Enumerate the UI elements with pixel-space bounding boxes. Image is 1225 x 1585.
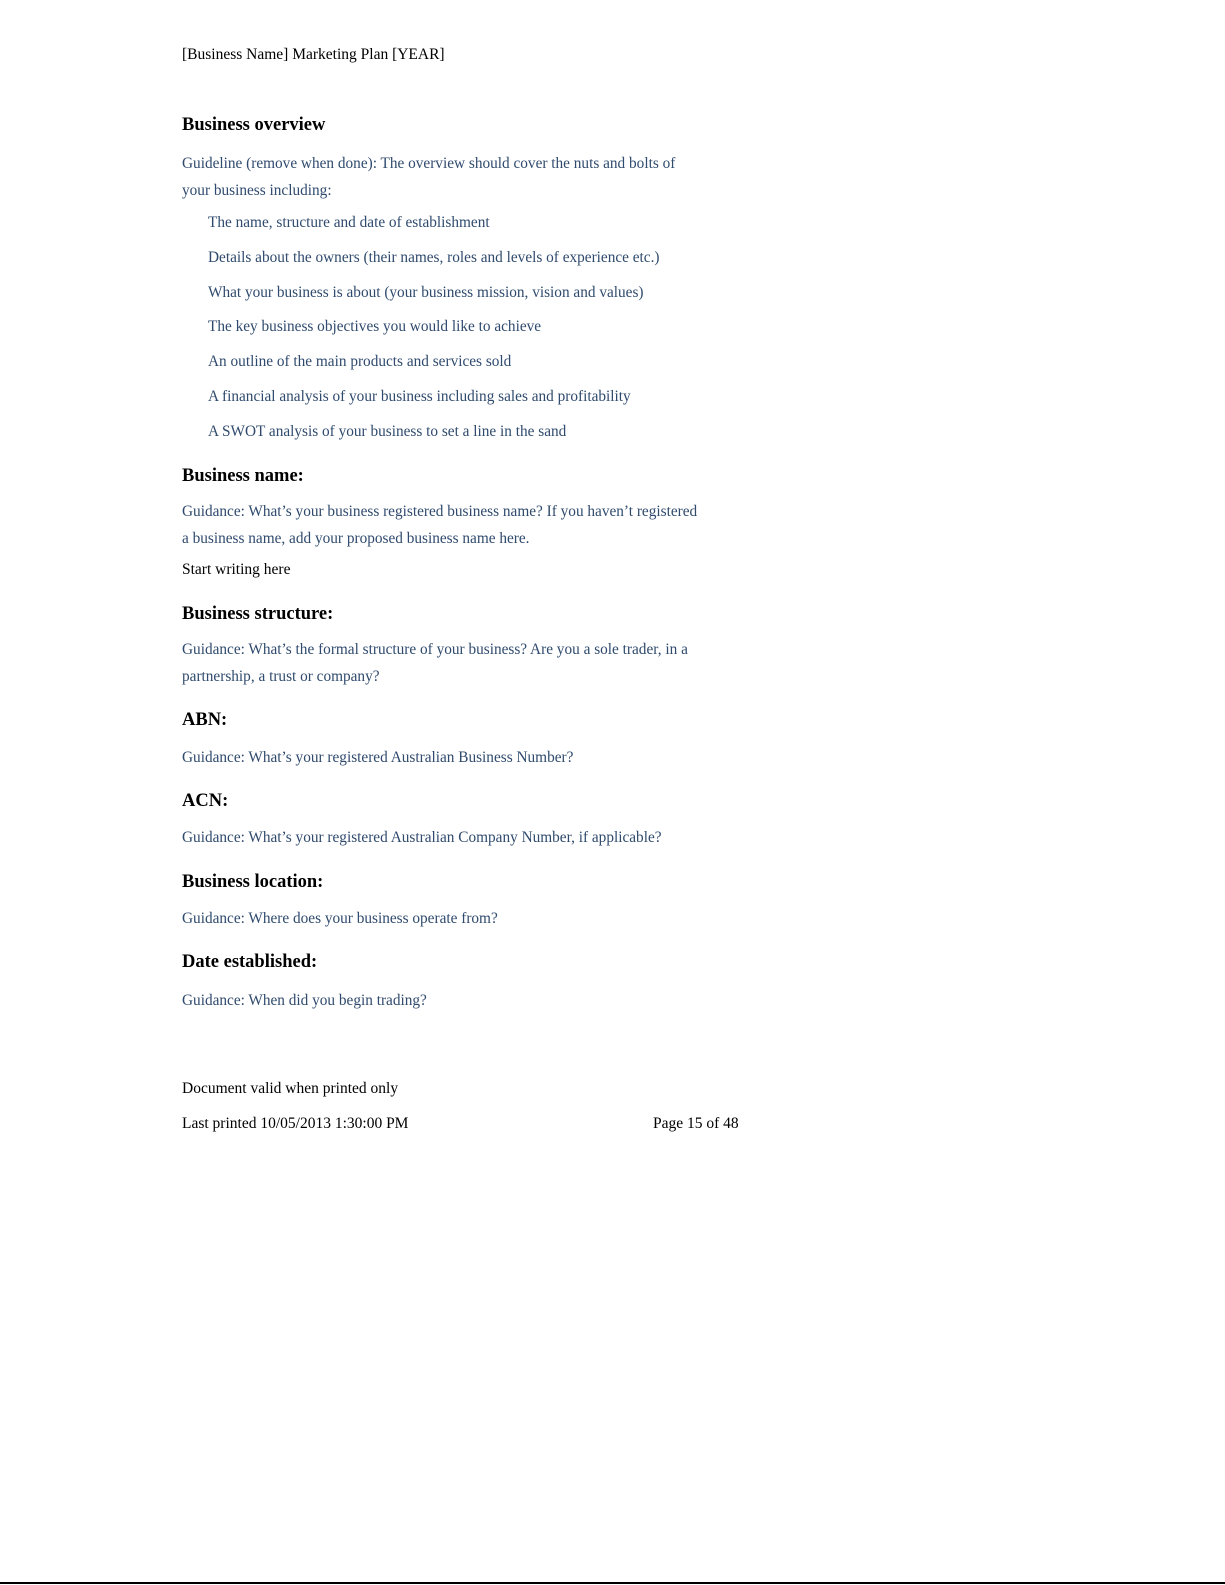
section-heading: Business location: (182, 872, 324, 892)
page-header: [Business Name] Marketing Plan [YEAR] (182, 46, 445, 63)
page-bottom-divider (0, 1582, 1225, 1584)
guidance-text: Guidance: What’s your business registered business name? If you haven’t registered a business name, add your proposed business name here. (182, 503, 698, 547)
list-item: Details about the owners (their names, roles and levels of experience etc.) (208, 249, 660, 266)
section-abn (182, 707, 742, 771)
section-heading: Business structure: (182, 604, 334, 624)
list-item: A SWOT analysis of your business to set a line in the sand (208, 423, 567, 440)
page-content (182, 112, 742, 1014)
guideline-text: Guideline (remove when done): The overview should cover the nuts and bolts of your business including: (182, 155, 676, 199)
guidance-text: Guidance: What’s the formal structure of your business? Are you a sole trader, in a partnership, a trust or company? (182, 641, 688, 685)
footer-page-number: Page 15 of 48 (653, 1115, 739, 1132)
list-item: The key business objectives you would like to achieve (208, 318, 542, 335)
guidance-text: Guidance: Where does your business operate from? (182, 910, 498, 927)
overview-bullet-list (182, 213, 742, 442)
section-business-location (182, 869, 742, 932)
section-acn (182, 788, 742, 851)
start-writing-placeholder[interactable]: Start writing here (182, 561, 291, 578)
footer-last-printed: Last printed 10/05/2013 1:30:00 PM (182, 1115, 409, 1132)
section-heading: ACN: (182, 791, 229, 811)
list-item: What your business is about (your business mission, vision and values) (208, 284, 644, 301)
section-business-name (182, 463, 742, 580)
list-item: An outline of the main products and services sold (208, 353, 512, 370)
section-heading: Business overview (182, 115, 326, 135)
section-business-structure (182, 601, 742, 690)
list-item: The name, structure and date of establishment (208, 214, 490, 231)
section-business-overview (182, 112, 742, 442)
section-heading: Date established: (182, 952, 318, 972)
guidance-text: Guidance: What’s your registered Australian Business Number? (182, 749, 574, 766)
section-heading: ABN: (182, 710, 228, 730)
section-date-established (182, 949, 742, 1014)
list-item: A financial analysis of your business including sales and profitability (208, 388, 631, 405)
guidance-text: Guidance: When did you begin trading? (182, 992, 427, 1009)
footer-validity-note: Document valid when printed only (182, 1080, 399, 1097)
guidance-text: Guidance: What’s your registered Australian Company Number, if applicable? (182, 829, 662, 846)
section-heading: Business name: (182, 466, 304, 486)
